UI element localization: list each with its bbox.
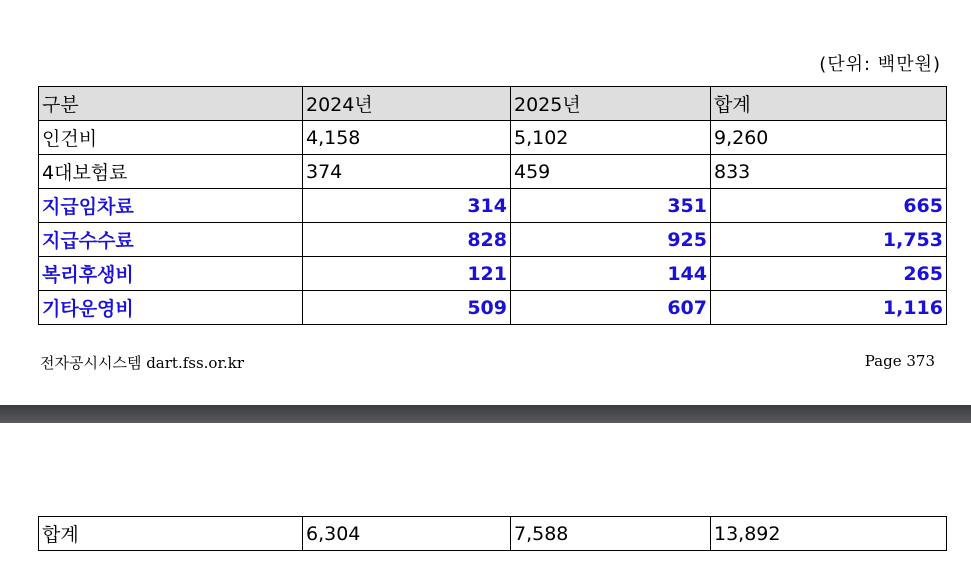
cell-2024: 121 (303, 257, 511, 291)
table-header-row (39, 87, 947, 121)
row-label: 지급임차료 (39, 189, 303, 223)
total-label: 합계 (39, 517, 303, 551)
unit-label: (단위: 백만원) (819, 54, 941, 75)
header-cell-2024: 2024년 (303, 87, 511, 121)
cell-total: 833 (711, 155, 947, 189)
row-label: 4대보험료 (39, 155, 303, 189)
total-sum: 13,892 (711, 517, 947, 551)
page-separator (0, 405, 971, 423)
cell-2024: 509 (303, 291, 511, 325)
row-label: 복리후생비 (39, 257, 303, 291)
row-label: 기타운영비 (39, 291, 303, 325)
cell-total: 9,260 (711, 121, 947, 155)
cell-2024: 374 (303, 155, 511, 189)
cell-2025: 459 (511, 155, 711, 189)
row-label: 지급수수료 (39, 223, 303, 257)
table-row (39, 155, 947, 189)
row-label: 인건비 (39, 121, 303, 155)
header-cell-category: 구분 (39, 87, 303, 121)
cell-total: 1,753 (711, 223, 947, 257)
cell-2025: 351 (511, 189, 711, 223)
cell-2024: 828 (303, 223, 511, 257)
total-2024: 6,304 (303, 517, 511, 551)
page-number: Page 373 (864, 352, 935, 370)
table-row (39, 257, 947, 291)
cell-2024: 4,158 (303, 121, 511, 155)
header-cell-total: 합계 (711, 87, 947, 121)
cell-2024: 314 (303, 189, 511, 223)
cell-2025: 607 (511, 291, 711, 325)
total-row (39, 517, 947, 551)
cell-2025: 5,102 (511, 121, 711, 155)
table-row (39, 121, 947, 155)
cell-total: 265 (711, 257, 947, 291)
cell-2025: 144 (511, 257, 711, 291)
cell-total: 1,116 (711, 291, 947, 325)
expense-table (38, 86, 947, 325)
footer-source: 전자공시시스템 dart.fss.or.kr (40, 354, 245, 372)
cell-2025: 925 (511, 223, 711, 257)
cell-total: 665 (711, 189, 947, 223)
table-row (39, 291, 947, 325)
total-2025: 7,588 (511, 517, 711, 551)
total-table (38, 516, 947, 551)
table-row (39, 223, 947, 257)
table-row (39, 189, 947, 223)
header-cell-2025: 2025년 (511, 87, 711, 121)
